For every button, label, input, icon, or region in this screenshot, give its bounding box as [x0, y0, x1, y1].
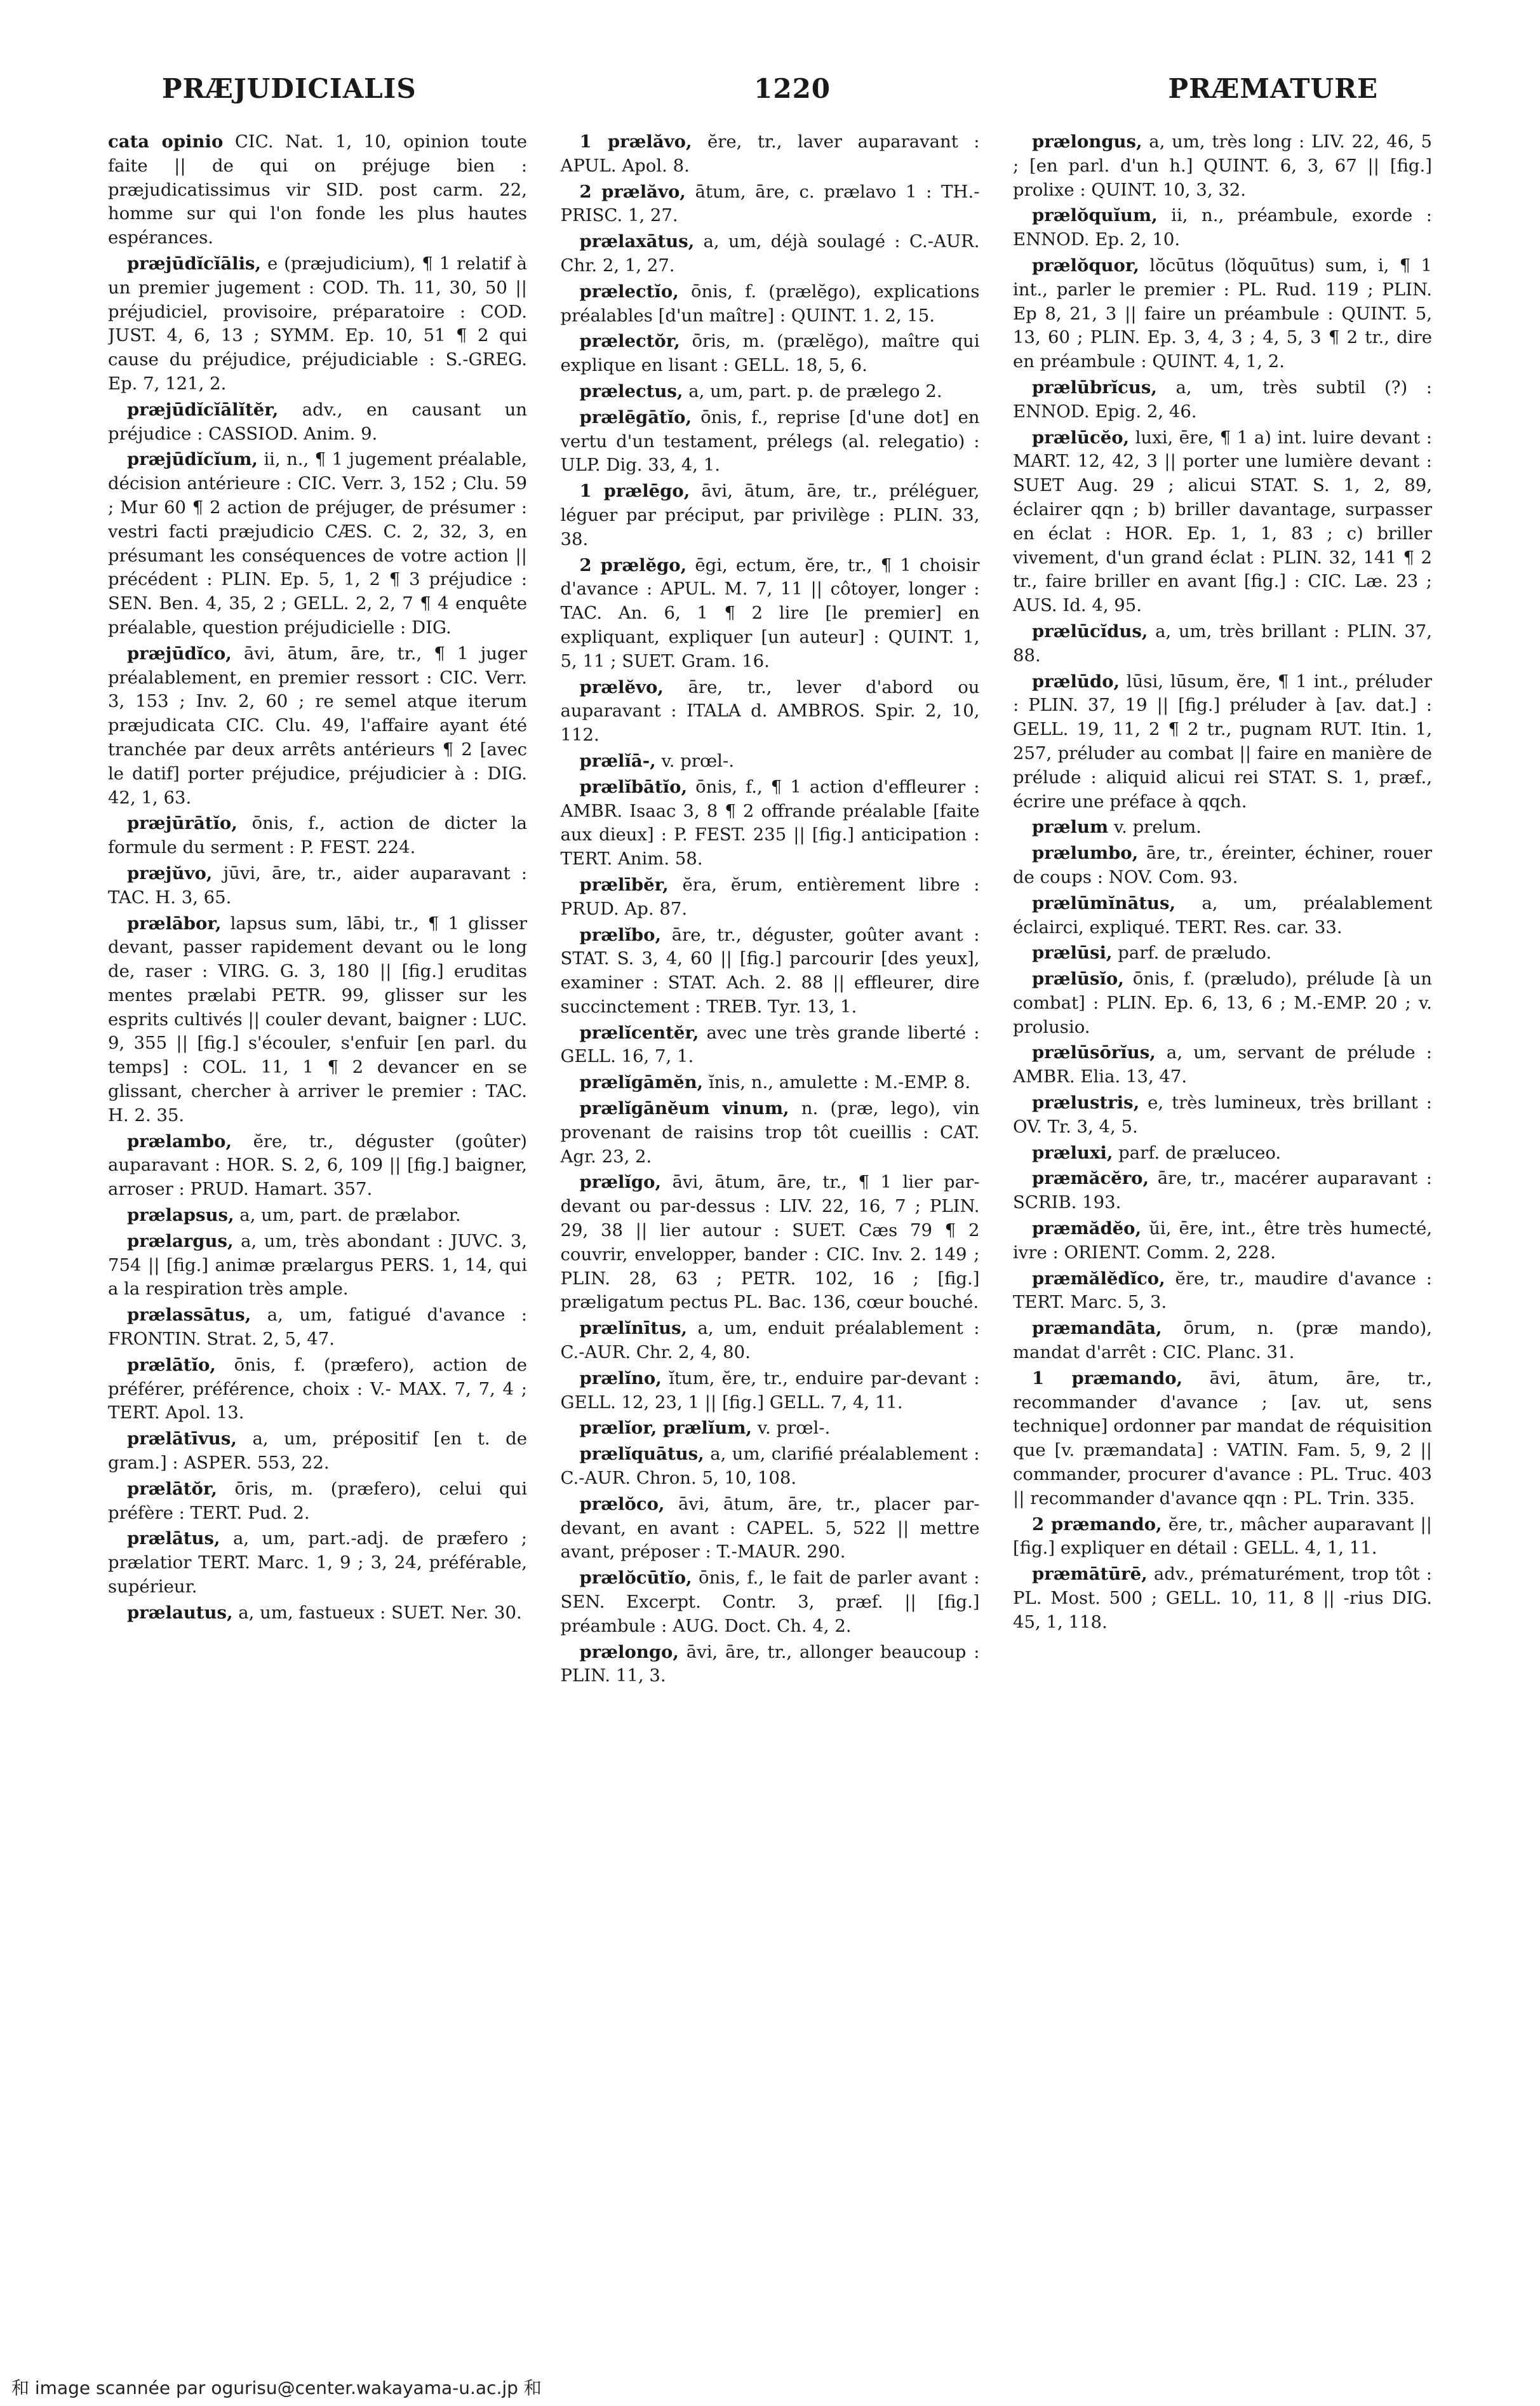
dictionary-entry [108, 812, 527, 860]
dictionary-entry [1013, 204, 1432, 252]
dictionary-entry [108, 912, 527, 1128]
entry-definition: avec une très grande liberté : GELL. 16, 7, 1. [560, 1022, 980, 1067]
entry-headword: 2 prælăvo, [579, 181, 686, 202]
entry-definition: e (præjudicium), ¶ 1 relatif à un premier jugement : COD. Th. 11, 30, 50 || préjudiciel, provisoire, préparatoire : COD. JUST. 4, 6, 13 ; SYMM. Ep. 10, 51 ¶ 2 qui cause du préjudice, préjudiciable : S.-GREG. Ep. 7, 121, 2. [108, 253, 527, 394]
entry-definition: a, um, servant de prélude : AMBR. Elia. 13, 47. [1013, 1042, 1432, 1087]
dictionary-entry [561, 749, 980, 774]
dictionary-entry [1013, 1167, 1432, 1215]
entry-headword: prælŏquĭum, [1032, 205, 1158, 226]
dictionary-entry [108, 1354, 527, 1425]
dictionary-entry [561, 1317, 980, 1365]
entry-headword: prælongus, [1032, 131, 1142, 152]
entry-definition: v. prelum. [1108, 817, 1202, 838]
entry-headword: prælūsōrĭus, [1032, 1042, 1156, 1063]
dictionary-entry [561, 1171, 980, 1315]
entry-definition: āvi, ātum, āre, tr., préléguer, léguer par préciput, par privilège : PLIN. 33, 38. [560, 481, 980, 549]
entry-definition: lapsus sum, lābi, tr., ¶ 1 glisser devant, passer rapidement devant ou le long de, raser : VIRG. G. 3, 180 || [fig.] eruditas mentes prælabi PETR. 99, glisser sur les esprits cultivés || couler devant, baigner : LUC. 9, 355 || [fig.] s'écouler, s'enfuir [en parl. du temps] : COL. 11, 1 ¶ 2 devancer en se glissant, chercher à arriver le premier : TAC. H. 2. 35. [108, 913, 527, 1126]
column-middle [561, 130, 980, 2302]
dictionary-columns [108, 130, 1432, 2302]
entry-headword: prælĭno, [579, 1368, 662, 1388]
entry-headword: præmandāta, [1032, 1318, 1162, 1339]
entry-definition: a, um, part. de prælabor. [234, 1205, 461, 1226]
entry-headword: præluxi, [1032, 1142, 1113, 1163]
entry-headword: præjūdĭcĭum, [127, 449, 258, 470]
entry-definition: āvi, ātum, āre, tr., placer par-devant, en avant : CAPEL. 5, 522 || mettre avant, préposer : T.-MAUR. 290. [560, 1493, 980, 1563]
entry-headword: 1 prælăvo, [579, 131, 692, 152]
entry-headword: prælambo, [127, 1131, 232, 1152]
entry-definition: n. (præ, lego), vin provenant de raisins trop tôt cueillis : CAT. Agr. 23, 2. [560, 1098, 980, 1167]
entry-definition: lūsi, lūsum, ĕre, ¶ 1 int., préluder : PLIN. 37, 19 || [fig.] préluder à [av. dat.] : GELL. 19, 11, 2 ¶ 2 tr., pugnam RUT. Itin. 1, 257, préluder au combat || faire en manière de prélude : aliquid alicui rei STAT. S. 1, præf., écrire une préface à qqch. [1013, 671, 1432, 812]
entry-definition: ōnis, f. (præludo), prélude [à un combat] : PLIN. Ep. 6, 13, 6 ; M.-EMP. 20 ; v. prolusio. [1013, 969, 1432, 1037]
entry-definition: parf. de præluceo. [1113, 1142, 1282, 1163]
entry-definition: v. prœl-. [655, 750, 735, 771]
entry-headword: prælĭgo, [579, 1172, 662, 1193]
entry-headword: prælapsus, [127, 1205, 234, 1226]
dictionary-entry [1013, 842, 1432, 890]
entry-headword: prælustris, [1032, 1092, 1140, 1113]
dictionary-entry [1013, 620, 1432, 668]
entry-definition: ōnis, f., ¶ 1 action d'effleurer : AMBR. Isaac 3, 8 ¶ 2 offrande préalable [faite aux dieux] : P. FEST. 235 || [fig.] anticipation : TERT. Anim. 58. [560, 776, 980, 870]
dictionary-entry [108, 1230, 527, 1301]
dictionary-entry [561, 1097, 980, 1169]
dictionary-entry [1013, 892, 1432, 940]
entry-definition: a, um, part. p. de prælego 2. [683, 380, 942, 401]
entry-headword: prælĭā-, [579, 750, 656, 771]
entry-headword: præmădĕo, [1032, 1218, 1142, 1239]
entry-headword: prælābor, [127, 913, 222, 934]
dictionary-entry [1013, 426, 1432, 618]
entry-headword: prælŏco, [579, 1493, 665, 1514]
entry-headword: præmātūrē, [1032, 1564, 1148, 1585]
dictionary-entry [561, 280, 980, 328]
entry-definition: ĭnis, n., amulette : M.-EMP. 8. [703, 1072, 971, 1093]
entry-definition: āre, tr., lever d'abord ou auparavant : ITALA d. AMBROS. Spir. 2, 10, 112. [560, 676, 980, 746]
entry-headword: 1 prælēgo, [579, 481, 690, 502]
entry-headword: prælumbo, [1032, 843, 1139, 864]
entry-definition: a, um, enduit préalablement : C.-AUR. Chr. 2, 4, 80. [560, 1318, 980, 1363]
entry-definition: a, um, clarifié préalablement : C.-AUR. Chron. 5, 10, 108. [560, 1444, 980, 1489]
dictionary-entry [1013, 1091, 1432, 1139]
entry-definition: luxi, ēre, ¶ 1 a) int. luire devant : MART. 12, 42, 3 || porter une lumière devant : SUET Aug. 29 ; alicui STAT. S. 1, 2, 89, éclairer qqn ; b) briller davantage, surpasser en éclat : HOR. Ep. 1, 1, 83 ; c) briller vivement, d'un grand éclat : PLIN. 32, 141 ¶ 2 tr., faire briller en avant [fig.] : CIC. Læ. 23 ; AUS. Id. 4, 95. [1013, 427, 1432, 616]
dictionary-entry [108, 1204, 527, 1228]
dictionary-entry [108, 1477, 527, 1526]
entry-definition: a, um, très abondant : JUVC. 3, 754 || [fig.] animæ prælargus PERS. 1, 14, qui a la respiration très ample. [108, 1230, 527, 1300]
entry-headword: prælūsĭo, [1032, 969, 1124, 990]
dictionary-entry [561, 406, 980, 478]
entry-definition: a, um, préalablement éclairci, expliqué. TERT. Res. car. 33. [1013, 892, 1432, 938]
entry-definition: a, um, très subtil (?) : ENNOD. Epig. 2, 46. [1013, 377, 1432, 422]
entry-definition: āre, tr., macérer auparavant : SCRIB. 193. [1013, 1168, 1432, 1213]
entry-definition: āre, tr., éreinter, échiner, rouer de coups : NOV. Com. 93. [1013, 843, 1432, 887]
entry-definition: ŭi, ēre, int., être très humecté, ivre : ORIENT. Comm. 2, 228. [1013, 1218, 1432, 1263]
entry-definition: ōrum, n. (præ mando), mandat d'arrêt : CIC. Planc. 31. [1013, 1318, 1432, 1363]
dictionary-entry [561, 776, 980, 871]
entry-definition: āvi, āre, tr., allonger beaucoup : PLIN. 11, 3. [560, 1641, 980, 1686]
running-header [162, 66, 1378, 111]
entry-headword: præjŭvo, [127, 863, 213, 884]
entry-definition: a, um, fastueux : SUET. Ner. 30. [232, 1602, 522, 1623]
dictionary-entry [1013, 1563, 1432, 1634]
dictionary-entry [561, 676, 980, 748]
dictionary-entry [1013, 1513, 1432, 1561]
entry-headword: prælĭgānĕum vinum, [579, 1098, 789, 1119]
entry-headword: præmălĕdĭco, [1032, 1268, 1165, 1289]
dictionary-entry [561, 230, 980, 278]
entry-headword: prælūmĭnātus, [1032, 892, 1176, 913]
dictionary-entry [108, 448, 527, 640]
entry-headword: 2 præmando, [1032, 1514, 1162, 1535]
entry-definition: adv., en causant un préjudice : CASSIOD. Anim. 9. [108, 399, 527, 444]
dictionary-entry [561, 1566, 980, 1638]
entry-definition: ōris, m. (prælĕgo), maître qui explique en lisant : GELL. 18, 5, 6. [560, 331, 980, 376]
entry-headword: prælargus, [127, 1230, 234, 1251]
dictionary-entry [561, 1416, 980, 1441]
dictionary-entry [561, 1367, 980, 1415]
entry-headword: prælātŏr, [127, 1478, 217, 1499]
entry-definition: a, um, déjà soulagé : C.-AUR. Chr. 2, 1, 27. [560, 231, 980, 276]
entry-headword: prælĕvo, [579, 676, 664, 697]
entry-definition: ĕre, tr., mâcher auparavant || [fig.] expliquer en détail : GELL. 4, 1, 11. [1013, 1514, 1432, 1559]
dictionary-entry [1013, 1141, 1432, 1166]
entry-headword: præjūdĭcĭālĭtĕr, [127, 399, 279, 420]
dictionary-entry [108, 130, 527, 250]
entry-definition: āvi, ātum, āre, tr., ¶ 1 juger préalablement, en premier ressort : CIC. Verr. 3, 153 ; Inv. 2, 60 ; re semel atque iterum præjudicata CIC. Clu. 49, l'affaire ayant été tranchée par deux arrêts antérieurs ¶ 2 [avec le datif] porter préjudice, préjudicier à : DIG. 42, 1, 63. [108, 643, 527, 808]
entry-definition: a, um, prépositif [en t. de gram.] : ASPER. 553, 22. [108, 1428, 527, 1474]
entry-definition: ōnis, f., le fait de parler avant : SEN. Excerpt. Contr. 3, præf. || [fig.] préambule : AUG. Doct. Ch. 4, 2. [560, 1568, 980, 1636]
dictionary-entry [1013, 967, 1432, 1039]
entry-definition: a, um, part.-adj. de præfero ; prælatior TERT. Marc. 1, 9 ; 3, 24, préférable, supérieur. [108, 1528, 527, 1597]
dictionary-entry [108, 1427, 527, 1475]
entry-definition: ōris, m. (præfero), celui qui préfère : TERT. Pud. 2. [108, 1478, 527, 1523]
entry-headword: 1 præmando, [1032, 1368, 1183, 1388]
entry-headword: præjūdĭco, [127, 643, 232, 664]
dictionary-entry [1013, 1041, 1432, 1089]
dictionary-entry [108, 862, 527, 910]
dictionary-entry [561, 480, 980, 551]
entry-headword: prælĭbātĭo, [579, 776, 688, 797]
entry-definition: ōnis, f. (prælĕgo), explications préalables [d'un maître] : QUINT. 1. 2, 15. [560, 281, 980, 326]
dictionary-entry [1013, 670, 1432, 814]
entry-definition: ātum, āre, c. prælavo 1 : TH.-PRISC. 1, 27. [560, 181, 980, 226]
entry-headword: prælēgātĭo, [579, 407, 692, 427]
dictionary-entry [1013, 254, 1432, 374]
dictionary-entry [561, 380, 980, 404]
header-right-guideword: PRÆMATURE [1168, 72, 1378, 104]
entry-definition: ēgi, ectum, ĕre, tr., ¶ 1 choisir d'avance : APUL. M. 7, 11 || côtoyer, longer : TAC. An. 6, 1 ¶ 2 lire [le premier] en expliquant, expliquer [un auteur] : QUINT. 1, 5, 11 ; SUET. Gram. 16. [560, 554, 980, 671]
entry-headword: prælĭcentĕr, [579, 1022, 699, 1043]
entry-headword: prælectĭo, [579, 281, 679, 302]
dictionary-entry [108, 252, 527, 396]
entry-headword: prælĭgāmĕn, [579, 1072, 704, 1093]
dictionary-entry [561, 1071, 980, 1095]
entry-headword: præmăcĕro, [1032, 1168, 1149, 1189]
dictionary-entry [561, 1493, 980, 1564]
entry-definition: ĕre, tr., maudire d'avance : TERT. Marc. 5, 3. [1013, 1268, 1432, 1313]
entry-definition: CIC. Nat. 1, 10, opinion toute faite || de qui on préjuge bien : præjudicatissimus vir SID. post carm. 22, homme sur qui l'on fonde les plus hautes espérances. [108, 131, 527, 248]
entry-definition: e, très lumineux, très brillant : OV. Tr. 3, 4, 5. [1013, 1092, 1432, 1137]
entry-headword: cata opinio [108, 131, 224, 152]
entry-definition: jūvi, āre, tr., aider auparavant : TAC. H. 3, 65. [108, 863, 527, 908]
entry-headword: prælŏquor, [1032, 255, 1139, 276]
entry-headword: prælectŏr, [579, 331, 680, 352]
entry-definition: ōnis, f., reprise [d'une dot] en vertu d'un testament, prélegs (al. relegatio) : ULP. Dig. 33, 4, 1. [560, 407, 980, 476]
dictionary-entry [561, 330, 980, 378]
entry-definition: v. prœl-. [752, 1418, 831, 1439]
dictionary-entry [108, 1303, 527, 1352]
entry-headword: prælongo, [579, 1641, 679, 1662]
dictionary-entry [1013, 130, 1432, 202]
entry-definition: āvi, ātum, āre, tr., ¶ 1 lier par-devant ou par-dessus : LIV. 22, 16, 7 ; PLIN. 29, 38 || lier autour : SUET. Cæs 79 ¶ 2 couvrir, envelopper, bander : CIC. Inv. 2. 149 ; PLIN. 28, 63 ; PETR. 102, 16 ; [fig.] præligatum pectus PL. Bac. 136, cœur bouché. [560, 1172, 980, 1313]
entry-headword: prælātus, [127, 1528, 220, 1549]
entry-headword: præjūdĭcĭālis, [127, 253, 262, 274]
entry-headword: prælaxātus, [579, 231, 695, 252]
dictionary-entry [561, 924, 980, 1019]
entry-headword: prælūcĭdus, [1032, 621, 1148, 642]
entry-definition: a, um, très long : LIV. 22, 46, 5 ; [en parl. d'un h.] QUINT. 6, 3, 67 || [fig.] prolixe : QUINT. 10, 3, 32. [1013, 131, 1432, 200]
entry-definition: parf. de præludo. [1112, 943, 1272, 964]
dictionary-entry [1013, 816, 1432, 840]
dictionary-entry [561, 1021, 980, 1070]
entry-headword: prælūcĕo, [1032, 427, 1130, 448]
dictionary-entry [561, 873, 980, 922]
dictionary-entry [1013, 1317, 1432, 1365]
entry-definition: ii, n., préambule, exorde : ENNOD. Ep. 2, 10. [1013, 205, 1432, 250]
entry-headword: prælĭquātus, [579, 1444, 704, 1465]
column-left [108, 130, 527, 2302]
entry-headword: prælŏcūtĭo, [579, 1568, 692, 1589]
dictionary-entry [1013, 941, 1432, 965]
dictionary-entry [108, 1601, 527, 1625]
entry-headword: prælĭbo, [579, 924, 662, 945]
entry-definition: āvi, ātum, āre, tr., recommander d'avance ; [av. ut, sens technique] ordonner par mandat de réquisition que [v. præmandata] : VATIN. Fam. 5, 9, 2 || commander, procurer d'avance : PL. Truc. 403 || recommander d'avance qqn : PL. Trin. 335. [1013, 1368, 1432, 1509]
entry-headword: prælātĭo, [127, 1354, 216, 1375]
dictionary-entry [1013, 1217, 1432, 1265]
entry-headword: prælautus, [127, 1602, 233, 1623]
entry-definition: ĕra, ĕrum, entièrement libre : PRUD. Ap. 87. [560, 874, 980, 919]
entry-definition: a, um, fatigué d'avance : FRONTIN. Strat. 2, 5, 47. [108, 1305, 527, 1350]
dictionary-entry [561, 180, 980, 229]
entry-definition: lŏcūtus (lŏquūtus) sum, i, ¶ 1 int., parler le premier : PL. Rud. 119 ; PLIN. Ep 8, 21, 3 || faire un préambule : QUINT. 5, 13, 60 ; PLIN. Ep. 3, 4, 3 ; 4, 5, 3 ¶ 2 tr., dire en préambule : QUINT. 4, 1, 2. [1013, 255, 1432, 372]
entry-definition: ĕre, tr., déguster (goûter) auparavant : HOR. S. 2, 6, 109 || [fig.] baigner, arroser : PRUD. Hamart. 357. [108, 1131, 527, 1200]
column-right [1013, 130, 1432, 2302]
dictionary-entry [108, 1527, 527, 1599]
dictionary-entry [108, 642, 527, 810]
dictionary-entry [561, 554, 980, 674]
entry-definition: āre, tr., déguster, goûter avant : STAT. S. 3, 4, 60 || [fig.] parcourir [des yeux], examiner : STAT. Ach. 2. 88 || effleurer, dire succinctement : TREB. Tyr. 13, 1. [560, 924, 980, 1017]
entry-headword: prælassātus, [127, 1305, 251, 1326]
entry-headword: prælum [1032, 817, 1109, 838]
entry-headword: prælībĕr, [579, 874, 669, 895]
entry-definition: ōnis, f. (præfero), action de préférer, préférence, choix : V.- MAX. 7, 7, 4 ; TERT. Apol. 13. [108, 1354, 527, 1423]
dictionary-entry [108, 398, 527, 447]
page-number: 1220 [754, 72, 831, 104]
entry-headword: præjūrātĭo, [127, 813, 238, 834]
entry-headword: prælūdo, [1032, 671, 1120, 692]
entry-definition: ōnis, f., action de dicter la formule du serment : P. FEST. 224. [108, 813, 527, 858]
dictionary-entry [561, 1442, 980, 1491]
entry-definition: a, um, très brillant : PLIN. 37, 88. [1013, 621, 1432, 666]
entry-definition: adv., prématurément, trop tôt : PL. Most. 500 ; GELL. 10, 11, 8 || -rius DIG. 45, 1, 118. [1013, 1564, 1432, 1632]
entry-headword: prælectus, [579, 380, 683, 401]
entry-headword: 2 prælĕgo, [579, 554, 687, 575]
entry-headword: prælĭor, prælĭum, [579, 1418, 752, 1439]
dictionary-entry [108, 1130, 527, 1202]
entry-headword: prælūsi, [1032, 943, 1113, 964]
header-left-guideword: PRÆJUDICIALIS [162, 72, 417, 104]
entry-headword: prælĭnītus, [579, 1318, 688, 1339]
entry-headword: prælūbrĭcus, [1032, 377, 1157, 398]
dictionary-entry [561, 130, 980, 178]
scan-credit: 和 image scannée par ogurisu@center.wakayama-u.ac.jp 和 [11, 2377, 542, 2398]
entry-headword: prælātīvus, [127, 1428, 237, 1449]
entry-definition: ĭtum, ĕre, tr., enduire par-devant : GELL. 12, 23, 1 || [fig.] GELL. 7, 4, 11. [560, 1368, 980, 1413]
dictionary-entry [1013, 1367, 1432, 1511]
dictionary-entry [1013, 376, 1432, 424]
dictionary-entry [1013, 1267, 1432, 1315]
entry-definition: ĕre, tr., laver auparavant : APUL. Apol. 8. [560, 131, 980, 176]
entry-definition: ii, n., ¶ 1 jugement préalable, décision antérieure : CIC. Verr. 3, 152 ; Clu. 59 ; Mur 60 ¶ 2 action de préjuger, de présumer : vestri facti præjudicio CÆS. C. 2, 32, 3, en présumant les conséquences de votre action || précédent : PLIN. Ep. 5, 1, 2 ¶ 3 préjudice : SEN. Ben. 4, 35, 2 ; GELL. 2, 2, 7 ¶ 4 enquête préalable, question préjudicielle : DIG. [108, 449, 527, 638]
dictionary-entry [561, 1641, 980, 1689]
